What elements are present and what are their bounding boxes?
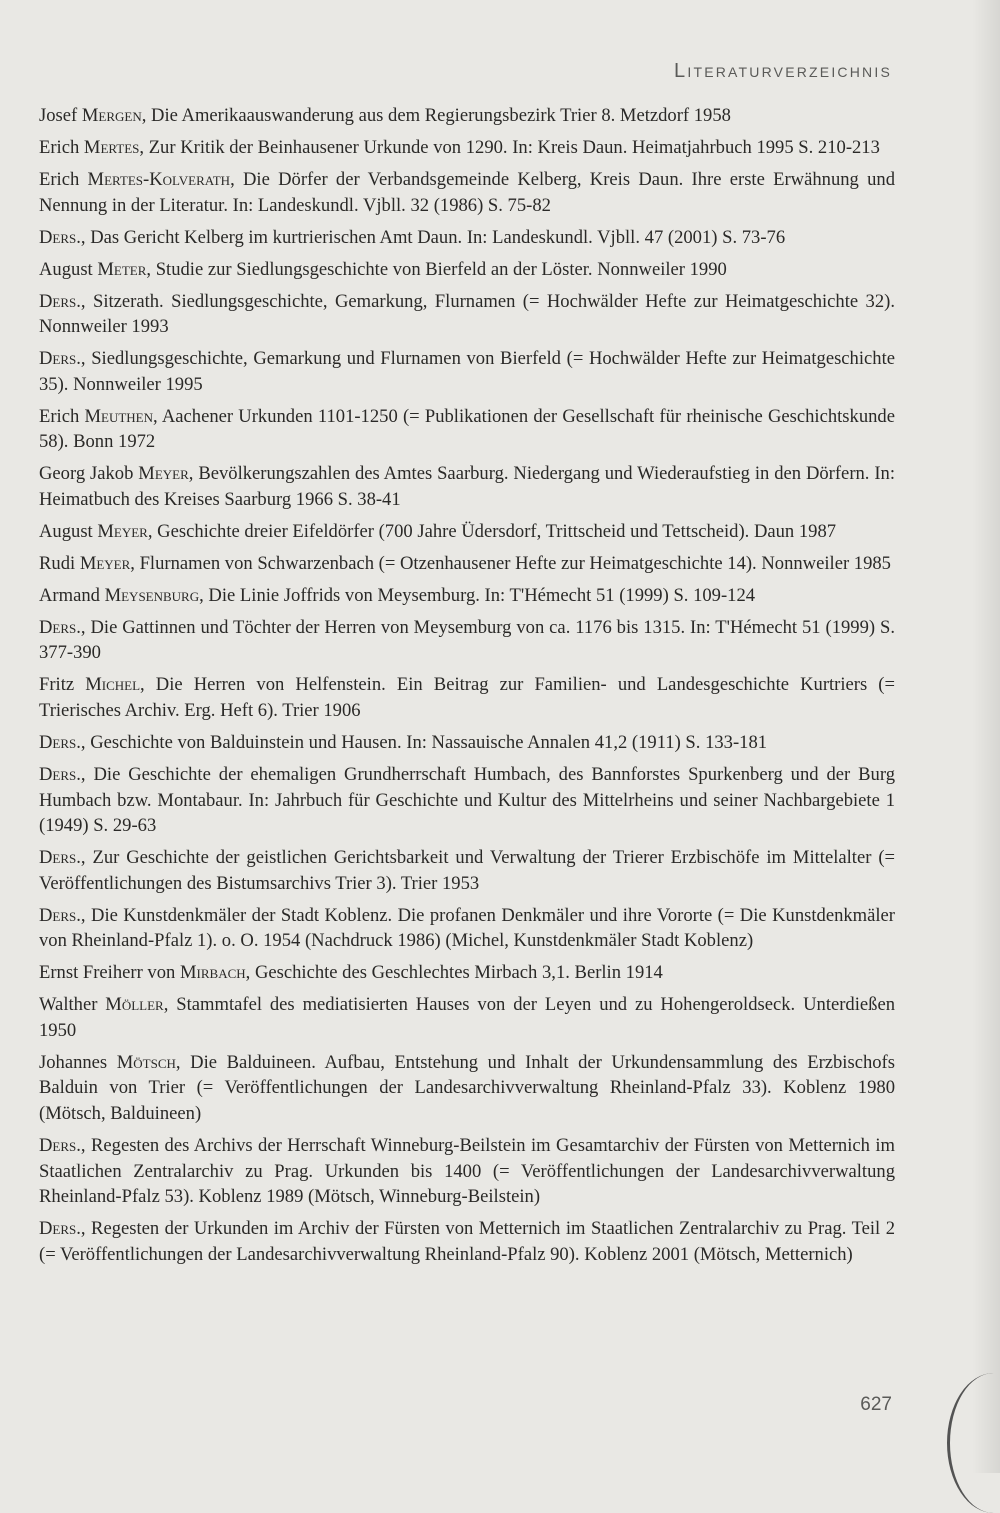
- bibliography-entry: [39, 225, 895, 251]
- bibliography-entry: [39, 615, 895, 666]
- entry-text: , Geschichte von Balduinstein und Hausen. In: Nassauische Annalen 41,2 (1911) S. 133-181: [80, 731, 768, 753]
- bibliography-entry: [39, 762, 895, 839]
- page-number: 627: [860, 1394, 892, 1415]
- page-curl: [947, 1373, 1000, 1513]
- author-surname: Ders.: [39, 731, 81, 753]
- author-surname: Ders.: [39, 616, 81, 638]
- author-surname: Meter: [97, 258, 147, 280]
- entry-text: , Die Kunstdenkmäler der Stadt Koblenz. Die profanen Denkmäler und ihre Vororte (= Die Kunstdenkmäler von Rheinland-Pfalz 1). o. O. 1954 (Nachdruck 1986) (Michel, Kunstdenkmäler Stadt Koblenz): [39, 904, 895, 952]
- bibliography-entry: [39, 461, 895, 512]
- author-surname: Ders.: [39, 763, 81, 785]
- author-given-name: August: [39, 520, 98, 542]
- bibliography-entry: [39, 1216, 895, 1267]
- author-given-name: Fritz: [39, 674, 86, 696]
- author-given-name: Erich: [39, 136, 84, 158]
- entry-text: , Zur Kritik der Beinhausener Urkunde von 1290. In: Kreis Daun. Heimatjahrbuch 1995 S. 210-213: [139, 136, 880, 158]
- author-surname: Meysenburg: [104, 584, 200, 606]
- author-given-name: Walther: [39, 994, 106, 1016]
- author-surname: Ders.: [39, 226, 81, 248]
- bibliography-entry: [39, 903, 895, 954]
- bibliography-entry: [39, 1050, 895, 1127]
- author-given-name: Ernst Freiherr von: [39, 962, 180, 984]
- author-given-name: Erich: [39, 168, 88, 190]
- author-given-name: August: [39, 258, 98, 280]
- bibliography-entry: [39, 257, 895, 283]
- entry-text: , Die Dörfer der Verbandsgemeinde Kelberg, Kreis Daun. Ihre erste Erwähnung und Nennung in der Literatur. In: Landeskundl. Vjbll. 32 (1986) S. 75-82: [39, 168, 895, 216]
- author-surname: Mertes: [83, 136, 140, 158]
- entry-text: , Flurnamen von Schwarzenbach (= Otzenhausener Hefte zur Heimatgeschichte 14). Nonnweiler 1985: [130, 552, 891, 574]
- entry-text: , Die Balduineen. Aufbau, Entstehung und Inhalt der Urkundensammlung des Erzbischofs Balduin von Trier (= Veröffentlichungen der Landesarchivverwaltung Rheinland-Pfalz 33). Koblenz 1980 (Mötsch, Balduineen): [39, 1051, 895, 1124]
- page-edge-shade: [972, 0, 1000, 1473]
- bibliography-entry: [39, 135, 895, 161]
- author-given-name: Rudi: [39, 552, 80, 574]
- author-surname: Ders.: [39, 348, 81, 370]
- bibliography-list: [39, 103, 895, 1274]
- bibliography-entry: [39, 960, 895, 986]
- author-surname: Mergen: [81, 105, 142, 126]
- author-surname: Mertes-Kolverath: [87, 168, 231, 190]
- entry-text: , Die Amerikaauswanderung aus dem Regierungsbezirk Trier 8. Metzdorf 1958: [141, 105, 731, 126]
- entry-text: , Studie zur Siedlungsgeschichte von Bierfeld an der Löster. Nonnweiler 1990: [146, 258, 727, 280]
- bibliography-entry: [39, 992, 895, 1043]
- author-given-name: Erich: [39, 405, 85, 427]
- author-surname: Meyer: [79, 552, 131, 574]
- entry-text: , Aachener Urkunden 1101-1250 (= Publikationen der Gesellschaft für rheinische Geschichtskunde 58). Bonn 1972: [39, 405, 895, 453]
- bibliography-entry: [39, 551, 895, 577]
- author-surname: Ders.: [39, 290, 81, 312]
- bibliography-entry: [39, 404, 895, 455]
- entry-text: , Die Linie Joffrids von Meysemburg. In: T'Hémecht 51 (1999) S. 109-124: [199, 584, 756, 606]
- entry-text: , Das Gericht Kelberg im kurtrierischen Amt Daun. In: Landeskundl. Vjbll. 47 (2001) S. 73-76: [80, 226, 786, 248]
- author-surname: Ders.: [39, 904, 81, 926]
- author-given-name: Armand: [39, 584, 105, 606]
- entry-text: , Die Geschichte der ehemaligen Grundherrschaft Humbach, des Bannforstes Spurkenberg und der Burg Humbach bzw. Montabaur. In: Jahrbuch für Geschichte und Kultur des Mittelrheins und seiner Nachbargebiete 1 (1949) S. 29-63: [39, 763, 895, 837]
- bibliography-entry: [39, 845, 895, 896]
- bibliography-entry: [39, 583, 895, 609]
- entry-text: , Bevölkerungszahlen des Amtes Saarburg. Niedergang und Wiederaufstieg in den Dörfern. In: Heimatbuch des Kreises Saarburg 1966 S. 38-41: [39, 463, 895, 510]
- author-surname: Möller: [105, 994, 164, 1016]
- author-surname: Ders.: [39, 1218, 81, 1240]
- entry-text: , Sitzerath. Siedlungsgeschichte, Gemarkung, Flurnamen (= Hochwälder Hefte zur Heimatgeschichte 32). Nonnweiler 1993: [39, 290, 895, 338]
- bibliography-entry: [39, 672, 895, 723]
- author-given-name: Georg Jakob: [39, 463, 139, 485]
- author-surname: Meuthen: [84, 405, 154, 427]
- author-surname: Mötsch: [116, 1051, 176, 1073]
- entry-text: , Die Herren von Helfenstein. Ein Beitrag zur Familien- und Landesgeschichte Kurtriers (= Trierisches Archiv. Erg. Heft 6). Trier 1906: [39, 674, 895, 721]
- author-surname: Mirbach: [179, 962, 246, 984]
- entry-text: , Geschichte dreier Eifeldörfer (700 Jahre Üdersdorf, Trittscheid und Tettscheid). Daun 1987: [147, 520, 837, 542]
- author-given-name: Johannes: [39, 1051, 117, 1073]
- bibliography-entry: [39, 1133, 895, 1210]
- entry-text: , Regesten der Urkunden im Archiv der Fürsten von Metternich im Staatlichen Zentralarchiv zu Prag. Teil 2 (= Veröffentlichungen der Landesarchivverwaltung Rheinland-Pfalz 90). Koblenz 2001 (Mötsch, Metternich): [39, 1218, 895, 1265]
- entry-text: , Die Gattinnen und Töchter der Herren von Meysemburg von ca. 1176 bis 1315. In: T'Hémecht 51 (1999) S. 377-390: [39, 616, 895, 664]
- bibliography-entry: [39, 730, 895, 756]
- entry-text: , Zur Geschichte der geistlichen Gerichtsbarkeit und Verwaltung der Trierer Erzbischöfe im Mittelalter (= Veröffentlichungen des Bistumsarchivs Trier 3). Trier 1953: [39, 847, 895, 894]
- entry-text: , Geschichte des Geschlechtes Mirbach 3,1. Berlin 1914: [245, 962, 663, 984]
- author-given-name: Josef: [39, 105, 82, 126]
- bibliography-entry: [39, 289, 895, 340]
- entry-text: , Stammtafel des mediatisierten Hauses von der Leyen und zu Hohengeroldseck. Unterdießen 1950: [39, 994, 895, 1041]
- author-surname: Michel: [85, 674, 141, 696]
- bibliography-entry: [39, 103, 895, 129]
- author-surname: Meyer: [138, 463, 189, 485]
- bibliography-entry: [39, 167, 895, 218]
- author-surname: Ders.: [39, 847, 81, 869]
- bibliography-entry: [39, 346, 895, 397]
- bibliography-entry: [39, 519, 895, 545]
- author-surname: Meyer: [97, 520, 148, 542]
- running-head: Literaturverzeichnis: [674, 60, 892, 82]
- entry-text: , Regesten des Archivs der Herrschaft Winneburg-Beilstein im Gesamtarchiv der Fürsten von Metternich im Staatlichen Zentralarchiv zu Prag. Urkunden bis 1400 (= Veröffentlichungen der Landesarchivverwaltung Rheinland-Pfalz 53). Koblenz 1989 (Mötsch, Winneburg-Beilstein): [39, 1134, 895, 1208]
- entry-text: , Siedlungsgeschichte, Gemarkung und Flurnamen von Bierfeld (= Hochwälder Hefte zur Heimatgeschichte 35). Nonnweiler 1995: [39, 348, 895, 395]
- author-surname: Ders.: [39, 1134, 81, 1156]
